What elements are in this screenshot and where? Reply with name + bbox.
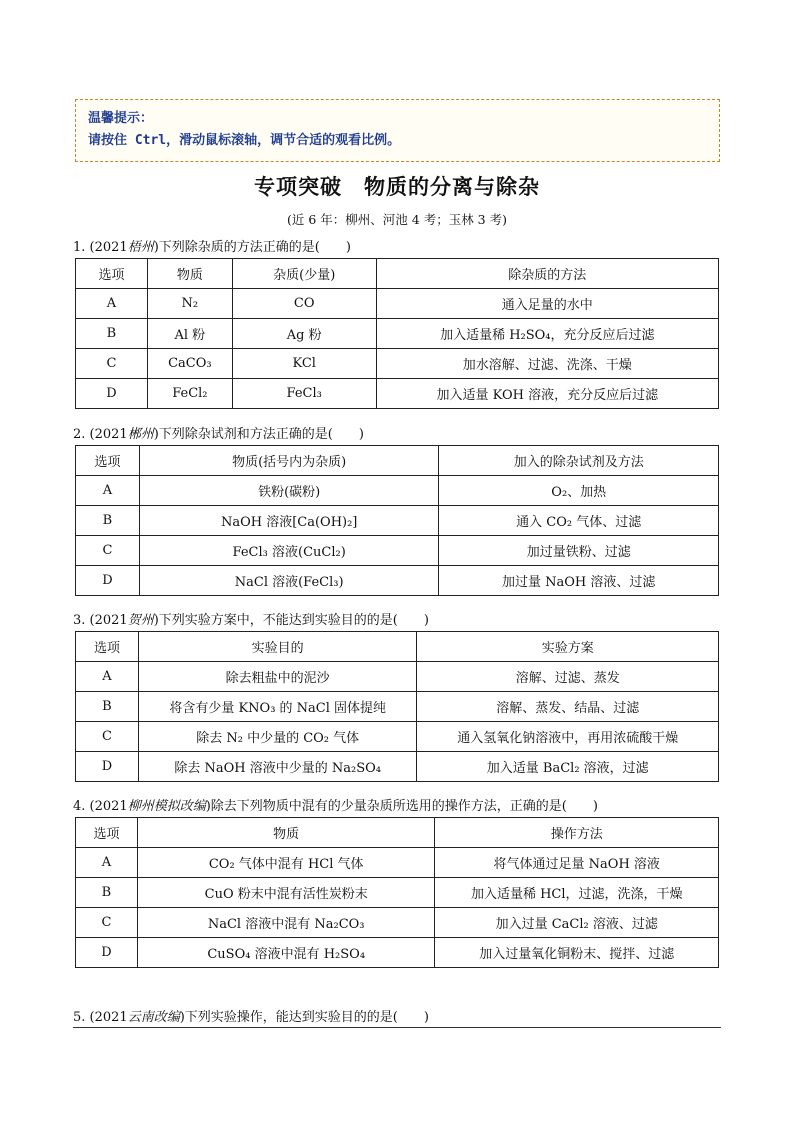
table-cell: FeCl₃ 溶液(CuCl₂) (139, 536, 439, 566)
header-cell: 选项 (76, 632, 139, 662)
table-cell: O₂、加热 (439, 476, 719, 506)
question-text: )下列实验方案中，不能达到实验目的的是( ) (153, 613, 429, 628)
table-cell: CO₂ 气体中混有 HCl 气体 (137, 848, 435, 878)
table-cell: Ag 粉 (232, 319, 376, 349)
table-cell: FeCl₃ (232, 379, 376, 409)
table-header-row (76, 446, 719, 476)
table-row (76, 692, 719, 722)
table-header-row (76, 259, 719, 289)
table-cell: CO (232, 289, 376, 319)
table-header-row (76, 818, 719, 848)
table-row (76, 662, 719, 692)
table-row (76, 722, 719, 752)
table-cell: A (76, 289, 148, 319)
table-row (76, 476, 719, 506)
title-left: 专项突破 (254, 175, 342, 199)
question-number: 4. (2021 (73, 799, 128, 814)
page-title (0, 171, 794, 201)
table-cell: C (76, 722, 139, 752)
table-cell: 溶解、过滤、蒸发 (417, 662, 719, 692)
tip-title: 温馨提示： (88, 111, 154, 126)
table-row (76, 566, 719, 596)
header-cell: 选项 (76, 446, 140, 476)
table-cell: B (76, 506, 140, 536)
table-cell: D (76, 752, 139, 782)
table-cell: 溶解、蒸发、结晶、过滤 (417, 692, 719, 722)
table-cell: CuO 粉末中混有活性炭粉末 (137, 878, 435, 908)
table-row (76, 752, 719, 782)
header-cell: 选项 (76, 259, 148, 289)
table-row (76, 506, 719, 536)
table-cell: 加入过量氧化铜粉末、搅拌、过滤 (435, 938, 719, 968)
tip-box (75, 99, 720, 162)
table-row (76, 848, 719, 878)
question-number: 5. (2021 (73, 1010, 128, 1025)
header-cell: 加入的除杂试剂及方法 (439, 446, 719, 476)
table-row (76, 349, 719, 379)
table-cell: Al 粉 (147, 319, 232, 349)
header-cell: 杂质(少量) (232, 259, 376, 289)
question-4-stem (73, 795, 598, 814)
header-cell: 物质 (137, 818, 435, 848)
question-source: 郴州 (127, 427, 154, 442)
table-cell: 将气体通过足量 NaOH 溶液 (435, 848, 719, 878)
header-cell: 实验方案 (417, 632, 719, 662)
question-3-table (75, 631, 719, 782)
header-cell: 操作方法 (435, 818, 719, 848)
question-text: )下列除杂试剂和方法正确的是( ) (153, 427, 364, 442)
header-cell: 除杂质的方法 (376, 259, 718, 289)
question-number: 1. (2021 (73, 240, 128, 255)
table-cell: 将含有少量 KNO₃ 的 NaCl 固体提纯 (138, 692, 417, 722)
page-subtitle: (近 6 年：柳州、河池 4 考；玉林 3 考) (287, 212, 507, 227)
question-text: )下列除杂质的方法正确的是( ) (153, 240, 351, 255)
table-cell: 铁粉(碳粉) (139, 476, 439, 506)
table-row (76, 938, 719, 968)
table-cell: B (76, 692, 139, 722)
table-cell: A (76, 848, 138, 878)
table-row (76, 908, 719, 938)
divider-line (73, 1027, 721, 1028)
table-cell: 通入氢氧化钠溶液中，再用浓硫酸干燥 (417, 722, 719, 752)
table-cell: 除去粗盐中的泥沙 (138, 662, 417, 692)
question-source: 梧州 (127, 240, 154, 255)
table-cell: C (76, 536, 140, 566)
question-2-stem (73, 423, 364, 442)
table-header-row (76, 632, 719, 662)
table-cell: 除去 N₂ 中少量的 CO₂ 气体 (138, 722, 417, 752)
table-cell: 加入适量 BaCl₂ 溶液，过滤 (417, 752, 719, 782)
table-cell: D (76, 938, 138, 968)
question-number: 3. (2021 (73, 613, 128, 628)
question-4-table (75, 817, 719, 968)
table-cell: 除去 NaOH 溶液中少量的 Na₂SO₄ (138, 752, 417, 782)
table-cell: C (76, 908, 138, 938)
table-cell: KCl (232, 349, 376, 379)
table-cell: 加过量 NaOH 溶液、过滤 (439, 566, 719, 596)
table-cell: CuSO₄ 溶液中混有 H₂SO₄ (137, 938, 435, 968)
question-source: 柳州模拟改编 (127, 799, 206, 814)
table-cell: 通入足量的水中 (376, 289, 718, 319)
table-cell: 加水溶解、过滤、洗涤、干燥 (376, 349, 718, 379)
question-1-stem (73, 236, 351, 255)
header-cell: 物质(括号内为杂质) (139, 446, 439, 476)
table-cell: 加入适量稀 H₂SO₄，充分反应后过滤 (376, 319, 718, 349)
table-cell: B (76, 878, 138, 908)
question-source: 云南改编 (127, 1010, 180, 1025)
question-text: )下列实验操作，能达到实验目的的是( ) (179, 1010, 429, 1025)
table-cell: C (76, 349, 148, 379)
table-cell: 加入过量 CaCl₂ 溶液、过滤 (435, 908, 719, 938)
table-cell: N₂ (147, 289, 232, 319)
table-cell: NaCl 溶液中混有 Na₂CO₃ (137, 908, 435, 938)
table-cell: 加入适量 KOH 溶液，充分反应后过滤 (376, 379, 718, 409)
question-source: 贺州 (127, 613, 154, 628)
title-right: 物质的分离与除杂 (364, 175, 540, 199)
question-3-stem (73, 609, 429, 628)
table-cell: CaCO₃ (147, 349, 232, 379)
table-cell: D (76, 379, 148, 409)
table-cell: NaCl 溶液(FeCl₃) (139, 566, 439, 596)
header-cell: 实验目的 (138, 632, 417, 662)
table-row (76, 319, 719, 349)
tip-body: 请按住 Ctrl，滑动鼠标滚轴，调节合适的观看比例。 (88, 133, 401, 148)
table-cell: NaOH 溶液[Ca(OH)₂] (139, 506, 439, 536)
question-text: )除去下列物质中混有的少量杂质所选用的操作方法，正确的是( ) (205, 799, 598, 814)
table-cell: A (76, 662, 139, 692)
header-cell: 选项 (76, 818, 138, 848)
question-2-table (75, 445, 719, 596)
table-cell: 加入适量稀 HCl，过滤，洗涤，干燥 (435, 878, 719, 908)
header-cell: 物质 (147, 259, 232, 289)
question-1-table (75, 258, 719, 409)
table-cell: FeCl₂ (147, 379, 232, 409)
question-5-stem (73, 1006, 429, 1025)
question-number: 2. (2021 (73, 427, 128, 442)
table-cell: A (76, 476, 140, 506)
table-cell: D (76, 566, 140, 596)
table-row (76, 878, 719, 908)
table-cell: 通入 CO₂ 气体、过滤 (439, 506, 719, 536)
table-row (76, 536, 719, 566)
table-row (76, 379, 719, 409)
table-cell: 加过量铁粉、过滤 (439, 536, 719, 566)
table-row (76, 289, 719, 319)
table-cell: B (76, 319, 148, 349)
